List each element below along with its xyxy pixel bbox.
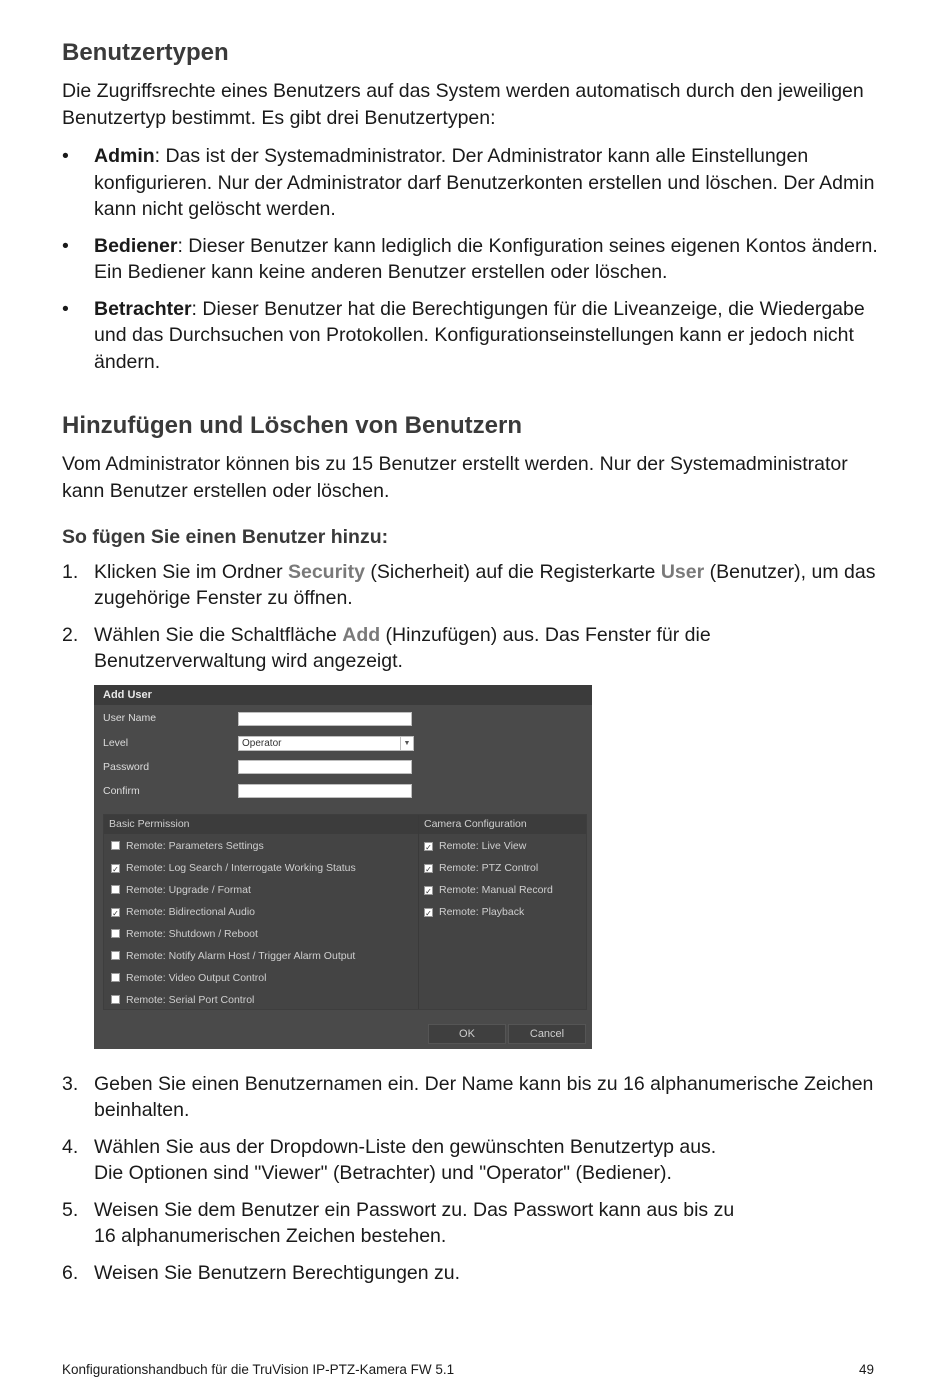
step-text: Weisen Sie dem Benutzer ein Passwort zu. Das Passwort kann aus bis zu [94,1198,735,1221]
ok-button[interactable]: OK [428,1024,506,1044]
permission-serial-port-control[interactable] [111,993,254,1007]
password-input[interactable] [238,760,412,774]
permission-manual-record[interactable] [424,883,553,897]
checkbox-checked[interactable]: ✓ [112,864,119,874]
permission-label: Remote: Playback [439,905,525,918]
permission-upgrade-format[interactable] [111,883,251,897]
checkbox[interactable] [111,929,120,938]
permission-label: Remote: PTZ Control [439,861,539,874]
list-item [62,1197,882,1250]
step-text: Geben Sie einen Benutzernamen ein. Der Name kann bis zu 16 alphanumerische Zeichen beinhalten. [94,1072,874,1121]
confirm-input[interactable] [238,784,412,798]
footer-title: Konfigurationshandbuch für die TruVision IP-PTZ-Kamera FW 5.1 [62,1362,455,1377]
permission-playback[interactable] [424,905,524,919]
term-admin: Admin [94,145,155,167]
list-item [62,143,882,223]
permission-panel [103,814,587,1010]
permission-video-output-control[interactable] [111,971,266,985]
permission-label: Remote: Serial Port Control [126,993,255,1006]
step-text: Wählen Sie die Schaltfläche [94,623,343,646]
permission-live-view[interactable] [424,839,526,853]
column-divider [418,815,419,1009]
user-name-input[interactable] [238,712,412,726]
basic-permission-header: Basic Permission [104,815,418,834]
permission-ptz-control[interactable] [424,861,538,875]
procedure-title: So fügen Sie einen Benutzer hinzu: [62,526,389,548]
add-user-dialog [94,685,592,1049]
list-item [62,233,882,286]
checkbox-checked[interactable]: ✓ [112,908,119,918]
procedure-steps [62,559,882,675]
checkbox[interactable] [111,973,120,982]
step-number: 4. [62,1135,79,1158]
permission-label: Remote: Bidirectional Audio [126,905,255,918]
user-name-label: User Name [103,711,157,724]
step-text: (Benutzer), um das zugehörige Fenster zu öffnen. [94,560,876,609]
term-bediener: Bediener [94,234,178,257]
document-page [62,38,882,1296]
step-text: Weisen Sie Benutzern Berechtigungen zu. [94,1261,461,1284]
list-item [62,296,882,376]
bullet-marker: • [62,234,69,257]
password-label: Password [103,760,150,773]
step-text: Wählen Sie aus der Dropdown-Liste den gewünschten Benutzertyp aus. [94,1135,717,1158]
checkbox[interactable] [111,841,120,850]
permission-label: Remote: Shutdown / Reboot [126,927,258,940]
list-item [62,559,882,612]
chevron-down-icon[interactable]: ▼ [400,737,413,750]
camera-configuration-header: Camera Configuration [419,815,586,834]
permission-label: Remote: Upgrade / Format [126,883,251,896]
permission-label: Remote: Log Search / Interrogate Working Status [126,861,356,874]
step-number: 2. [62,623,79,646]
desc-betrachter: : Dieser Benutzer hat die Berechtigungen für die Liveanzeige, die Wiedergabe und das Durchsuchen von Protokollen. Konfigurationseinstellungen kann er jedoch nicht ändern. [94,297,865,373]
checkbox[interactable] [111,995,120,1004]
list-item [62,1260,882,1287]
permission-label: Remote: Live View [439,839,527,852]
term-betrachter: Betrachter [94,297,192,320]
ui-term-add: Add [342,623,381,646]
procedure-steps-continued [62,1071,882,1287]
step-text: Klicken Sie im Ordner [94,560,288,583]
level-select-value: Operator [242,737,282,749]
ui-term-user: User [660,560,705,583]
page-footer [62,1362,874,1377]
permission-label: Remote: Manual Record [439,883,553,896]
page-number: 49 [858,1362,874,1377]
step-text: (Hinzufügen) aus. Das Fenster für die Benutzerverwaltung wird angezeigt. [94,623,711,672]
step-number: 6. [62,1261,79,1284]
step-number: 3. [62,1072,79,1095]
ui-term-security: Security [287,560,365,583]
bullet-marker: • [62,145,69,167]
checkbox[interactable] [111,951,120,960]
step-text: (Sicherheit) auf die Registerkarte [364,560,661,583]
level-label: Level [103,736,129,749]
permission-notify-alarm-host[interactable] [111,949,355,963]
checkbox[interactable] [111,885,120,894]
cancel-button[interactable]: Cancel [508,1024,586,1044]
section-heading-add-delete-users: Hinzufügen und Löschen von Benutzern [62,412,522,439]
checkbox-checked[interactable]: ✓ [425,886,432,896]
permission-label: Remote: Notify Alarm Host / Trigger Alarm Output [126,949,356,962]
checkbox-checked[interactable]: ✓ [425,864,432,874]
list-item [62,1071,882,1124]
user-types-intro: Die Zugriffsrechte eines Benutzers auf das System werden automatisch durch den jeweiligen Benutzertyp bestimmt. Es gibt drei Benutzertypen: [62,80,864,129]
permission-log-search[interactable] [111,861,356,875]
list-item [62,1134,882,1187]
checkbox-checked[interactable]: ✓ [425,842,432,852]
step-number: 1. [62,560,79,583]
step-number: 5. [62,1198,79,1221]
permission-shutdown-reboot[interactable] [111,927,258,941]
list-item [62,622,882,675]
permission-bidirectional-audio[interactable] [111,905,255,919]
permission-label: Remote: Parameters Settings [126,839,264,852]
user-types-list [62,143,882,375]
permission-label: Remote: Video Output Control [126,971,267,984]
bullet-marker: • [62,297,69,320]
add-users-intro: Vom Administrator können bis zu 15 Benutzer erstellt werden. Nur der Systemadministrator kann Benutzer erstellen oder löschen. [62,453,848,502]
level-select[interactable] [238,736,414,751]
step-text: Die Optionen sind "Viewer" (Betrachter) und "Operator" (Bediener). [94,1162,672,1184]
desc-bediener: : Dieser Benutzer kann lediglich die Konfiguration seines eigenen Kontos ändern. Ein Bediener kann keine anderen Benutzer erstellen oder löschen. [94,234,878,283]
confirm-label: Confirm [103,784,140,797]
checkbox-checked[interactable]: ✓ [425,908,432,918]
section-heading-user-types: Benutzertypen [62,39,229,66]
step-text: 16 alphanumerischen Zeichen bestehen. [94,1225,447,1247]
permission-parameters-settings[interactable] [111,839,264,853]
dialog-title: Add User [94,685,592,705]
desc-admin: : Das ist der Systemadministrator. Der Administrator kann alle Einstellungen konfigurieren. Nur der Administrator darf Benutzerkonten erstellen und löschen. Der Admin kann nicht gelöscht werden. [94,145,875,220]
